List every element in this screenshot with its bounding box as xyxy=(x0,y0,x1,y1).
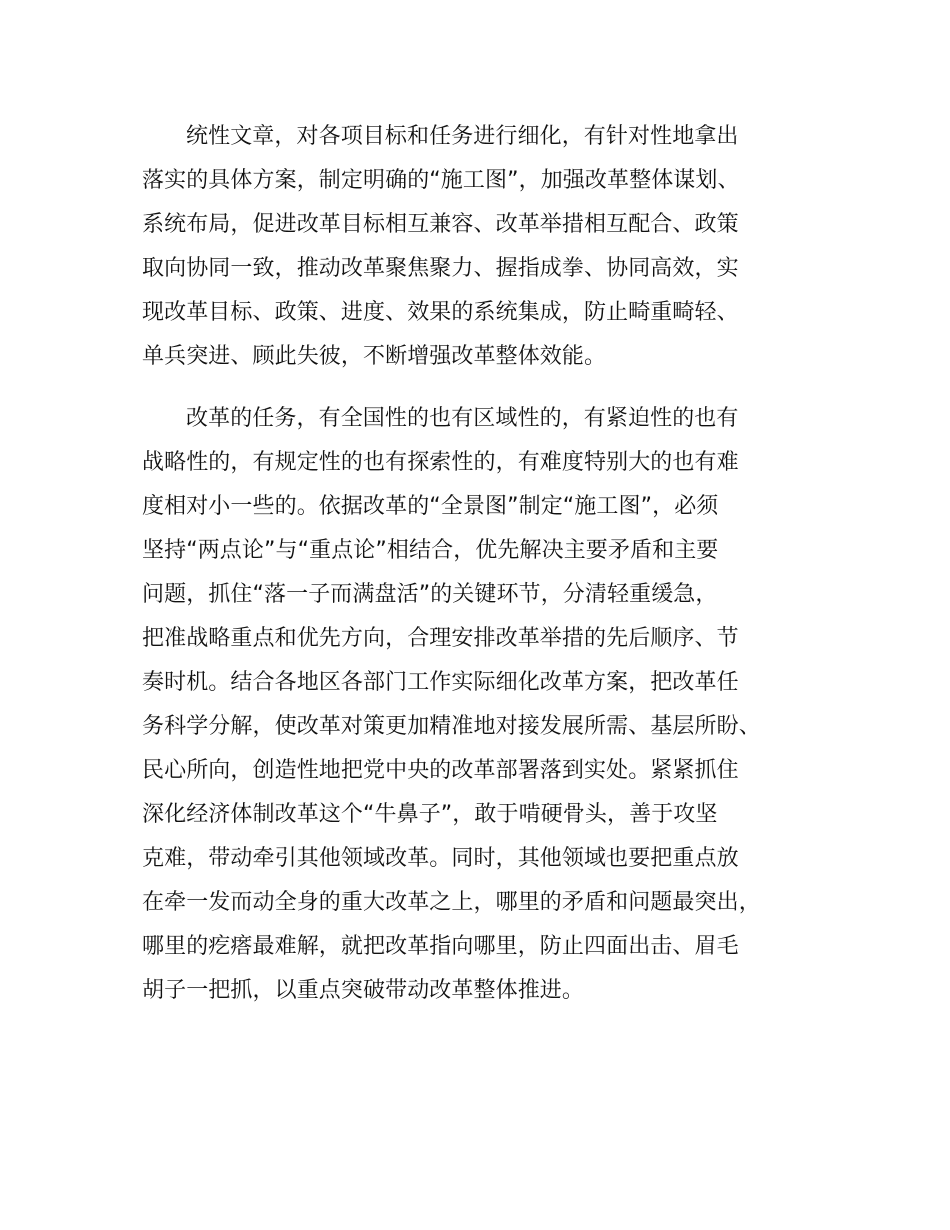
text-line: 哪里的疙瘩最难解，就把改革指向哪里，防止四面出击、眉毛 xyxy=(142,934,739,959)
text-line: 务科学分解，使改革对策更加精准地对接发展所需、基层所盼、 xyxy=(142,714,761,739)
text-line: 胡子一把抓，以重点突破带动改革整体推进。 xyxy=(142,978,585,1003)
text-line: 在牵一发而动全身的重大改革之上，哪里的矛盾和问题最突出， xyxy=(142,890,761,915)
text-line: 深化经济体制改革这个“牛鼻子”，敢于啃硬骨头，善于攻坚 xyxy=(142,802,718,827)
text-line: 单兵突进、顾此失彼，不断增强改革整体效能。 xyxy=(142,344,607,369)
text-line: 度相对小一些的。依据改革的“全景图”制定“施工图”，必须 xyxy=(142,494,719,519)
text-line: 问题，抓住“落一子而满盘活”的关键环节，分清轻重缓急， xyxy=(142,582,718,607)
text-line: 民心所向，创造性地把党中央的改革部署落到实处。紧紧抓住 xyxy=(142,758,739,783)
text-line: 把准战略重点和优先方向，合理安排改革举措的先后顺序、节 xyxy=(142,626,739,651)
text-line: 落实的具体方案，制定明确的“施工图”，加强改革整体谋划、 xyxy=(142,168,740,193)
text-line: 系统布局，促进改革目标相互兼容、改革举措相互配合、政策 xyxy=(142,212,739,237)
text-line: 取向协同一致，推动改革聚焦聚力、握指成拳、协同高效，实 xyxy=(142,256,739,281)
text-line: 战略性的，有规定性的也有探索性的，有难度特别大的也有难 xyxy=(142,450,739,475)
text-line: 奏时机。结合各地区各部门工作实际细化改革方案，把改革任 xyxy=(142,670,739,695)
text-line: 改革的任务，有全国性的也有区域性的，有紧迫性的也有 xyxy=(186,406,739,431)
paragraph xyxy=(142,397,842,1013)
document-page xyxy=(142,115,842,1013)
text-line: 统性文章，对各项目标和任务进行细化，有针对性地拿出 xyxy=(186,124,739,149)
text-line: 克难，带动牵引其他领域改革。同时，其他领域也要把重点放 xyxy=(142,846,739,871)
paragraph xyxy=(142,115,842,379)
text-line: 坚持“两点论”与“重点论”相结合，优先解决主要矛盾和主要 xyxy=(142,538,719,563)
text-line: 现改革目标、政策、进度、效果的系统集成，防止畸重畸轻、 xyxy=(142,300,739,325)
